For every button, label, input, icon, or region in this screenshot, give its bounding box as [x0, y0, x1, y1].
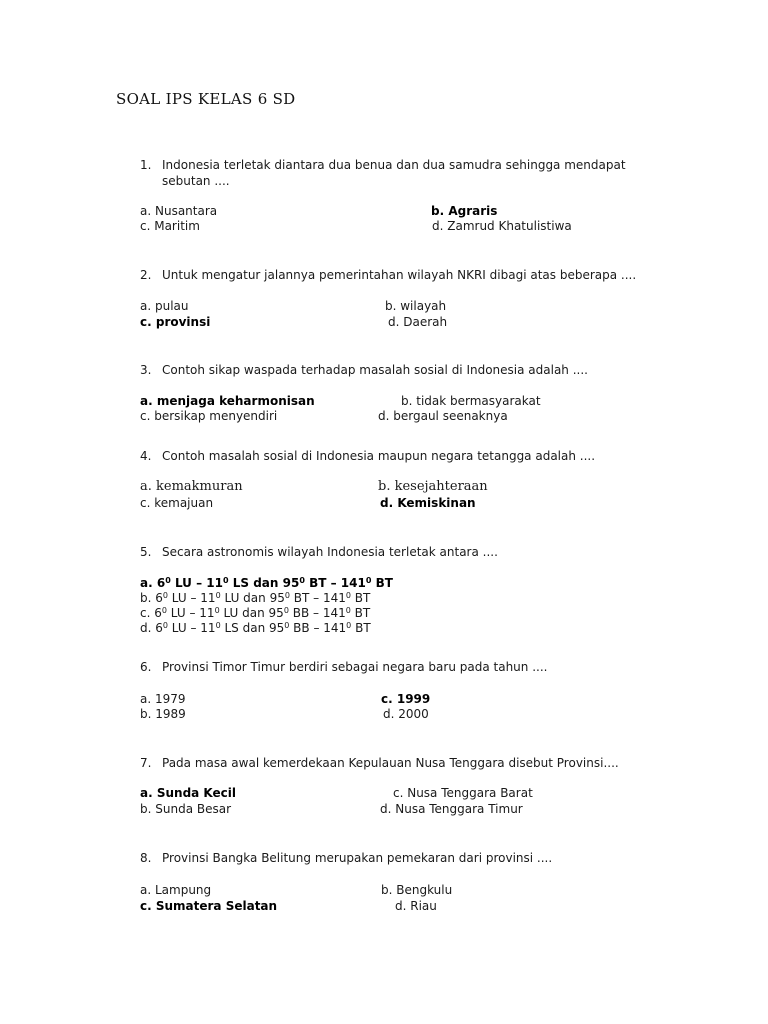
option-b: b. $6^0$ LU – $11^0$ LU dan $95^0$ BT – $141^0$ BT: [140, 591, 371, 605]
option-c: c. bersikap menyendiri: [140, 409, 278, 423]
option-c: c. kemajuan: [140, 496, 214, 510]
option-c-answer: c. 1999: [381, 692, 431, 706]
option-a: a. pulau: [140, 299, 189, 313]
option-d: d. Zamrud Khatulistiwa: [432, 219, 572, 233]
question-text: Secara astronomis wilayah Indonesia terletak antara ....: [162, 545, 498, 559]
option-a: a. kemakmuran: [140, 479, 243, 494]
option-b: b. Sunda Besar: [140, 802, 232, 816]
option-b: b. Bengkulu: [381, 883, 453, 897]
question-text: Contoh sikap waspada terhadap masalah sosial di Indonesia adalah ....: [162, 363, 588, 377]
question-number: 6.: [140, 660, 152, 674]
question-number: 4.: [140, 449, 152, 463]
option-d: d. Daerah: [388, 315, 448, 329]
question-number: 1.: [140, 158, 152, 172]
option-c: c. $6^0$ LU – $11^0$ LU dan $95^0$ BB – $141^0$ BT: [140, 606, 371, 620]
question-text: Contoh masalah sosial di Indonesia maupun negara tetangga adalah ....: [162, 449, 596, 463]
question-text: Indonesia terletak diantara dua benua dan dua samudra sehingga mendapat sebutan ....: [162, 158, 626, 188]
question-text: Untuk mengatur jalannya pemerintahan wilayah NKRI dibagi atas beberapa ....: [162, 268, 637, 282]
option-a-answer: a. Sunda Kecil: [140, 786, 236, 800]
option-a-answer: a. $6^0$ LU – $11^0$ LS dan $95^0$ BT – $141^0$ BT: [140, 576, 393, 590]
question-text: Pada masa awal kemerdekaan Kepulauan Nusa Tenggara disebut Provinsi....: [162, 756, 619, 770]
question-number: 2.: [140, 268, 152, 282]
option-a: a. Nusantara: [140, 204, 218, 218]
option-c: c. Maritim: [140, 219, 200, 233]
option-a: a. 1979: [140, 692, 186, 706]
option-d: d. Nusa Tenggara Timur: [380, 802, 523, 816]
option-c-answer: c. Sumatera Selatan: [140, 899, 278, 913]
option-b: b. kesejahteraan: [378, 479, 488, 494]
option-c: c. Nusa Tenggara Barat: [393, 786, 533, 800]
option-d: d. Riau: [395, 899, 437, 913]
option-c-answer: c. provinsi: [140, 315, 211, 329]
option-b: b. wilayah: [385, 299, 447, 313]
option-b: b. tidak bermasyarakat: [401, 394, 541, 408]
option-d: d. 2000: [383, 707, 429, 721]
question-number: 7.: [140, 756, 152, 770]
option-d: d. $6^0$ LU – $11^0$ LS dan $95^0$ BB – $141^0$ BT: [140, 621, 371, 635]
question-number: 3.: [140, 363, 152, 377]
option-d-answer: d. Kemiskinan: [380, 496, 476, 510]
option-b: b. 1989: [140, 707, 186, 721]
option-d: d. bergaul seenaknya: [378, 409, 508, 423]
question-text: Provinsi Timor Timur berdiri sebagai negara baru pada tahun ....: [162, 660, 548, 674]
option-a-answer: a. menjaga keharmonisan: [140, 394, 315, 408]
question-text: Provinsi Bangka Belitung merupakan pemekaran dari provinsi ....: [162, 851, 553, 865]
option-a: a. Lampung: [140, 883, 212, 897]
page-title: SOAL IPS KELAS 6 SD: [116, 90, 296, 108]
question-number: 5.: [140, 545, 152, 559]
question-number: 8.: [140, 851, 152, 865]
option-b-answer: b. Agraris: [431, 204, 498, 218]
